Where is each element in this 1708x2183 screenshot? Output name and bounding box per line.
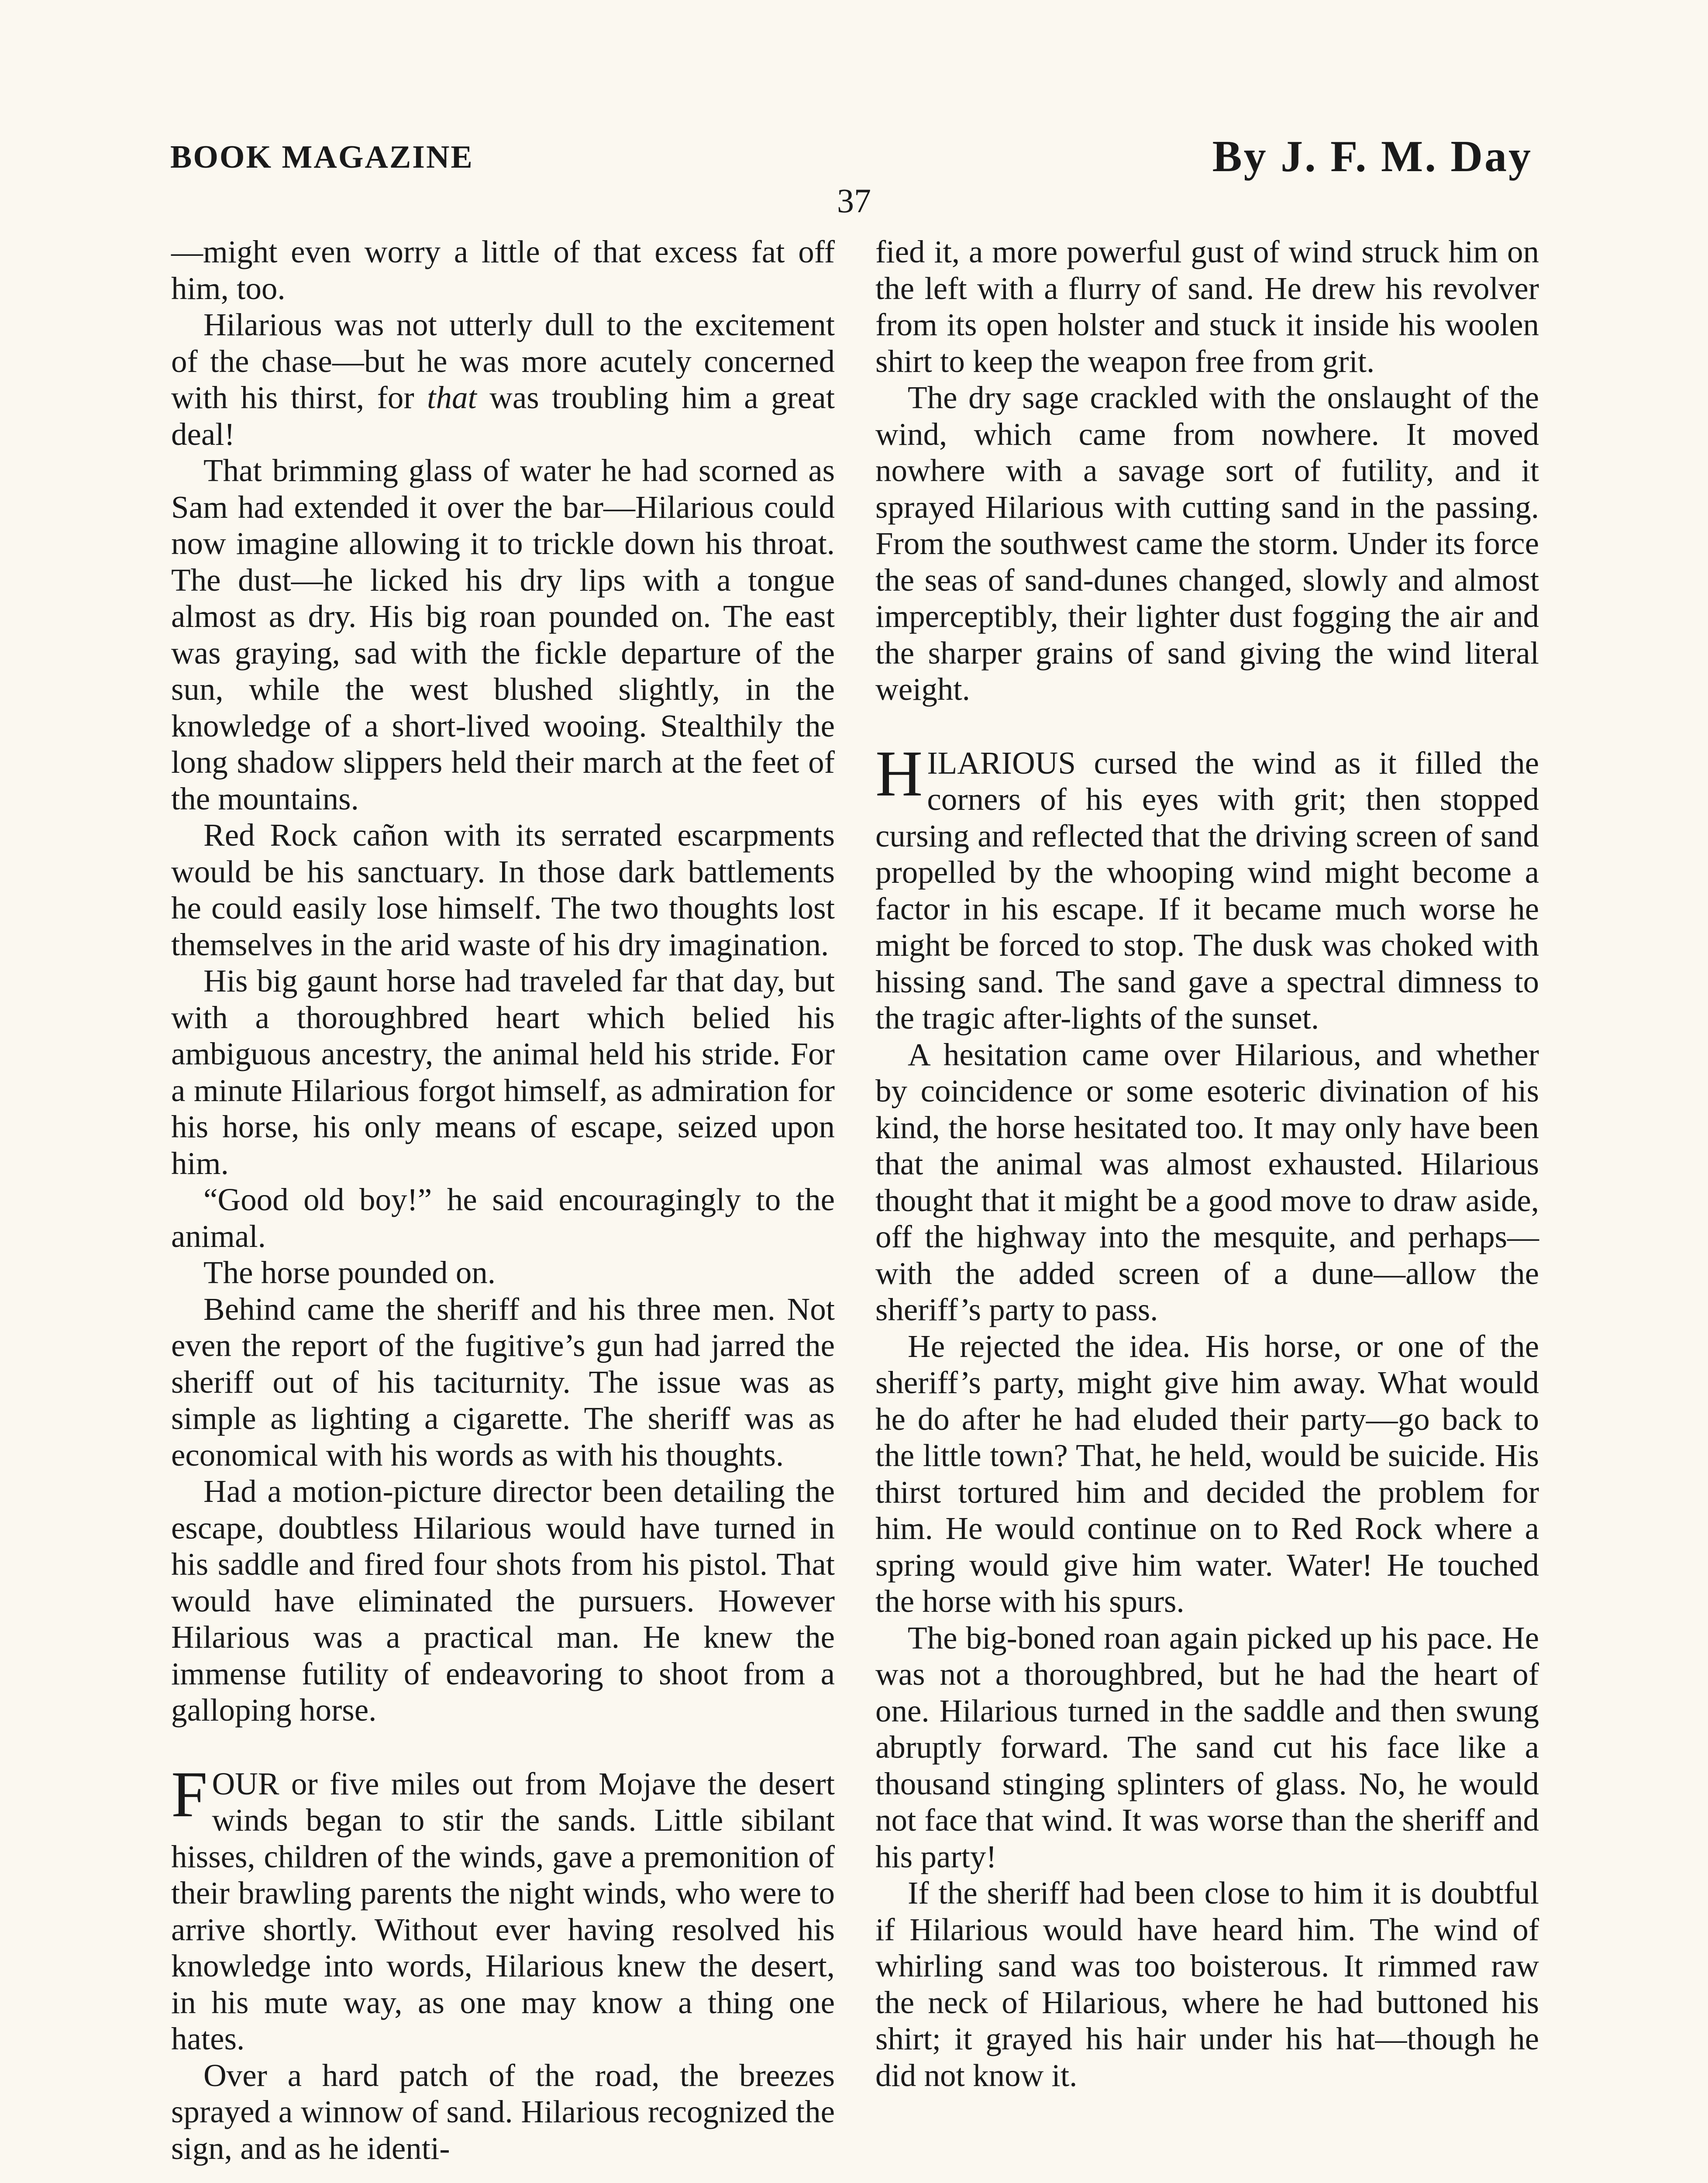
- paragraph: Had a motion-picture director been detailing the escape, doubtless Hilarious would have turned in his saddle and fired four shots from his pistol. That would have eliminated the pursuers. However Hilarious was a practical man. He knew the immense futility of endeavoring to shoot from a galloping horse.: [171, 1474, 835, 1728]
- paragraph: The horse pounded on.: [203, 1255, 496, 1290]
- emphasis-text: that: [427, 380, 477, 415]
- left-column: [171, 234, 835, 2166]
- author-byline: By J. F. M. Day: [1212, 132, 1532, 181]
- publication-title: BOOK MAGAZINE: [170, 139, 474, 175]
- paragraph: If the sheriff had been close to him it is doubtful if Hilarious would have heard him. The wind of whirling sand was too boisterous. It rimmed raw the neck of Hilarious, where he had buttoned his shirt; it grayed his hair under his hat—though he did not know it.: [875, 1875, 1539, 2093]
- paragraph: That brimming glass of water he had scorned as Sam had extended it over the bar—Hilarious could now imagine allowing it to trickle down his throat. The dust—he licked his dry lips with a tongue almost as dry. His big roan pounded on. The east was graying, sad with the fickle departure of the sun, while the west blushed slightly, in the knowledge of a short-lived wooing. Stealthily the long shadow slippers held their march at the feet of the mountains.: [171, 453, 835, 816]
- paragraph: The dry sage crackled with the onslaught of the wind, which came from nowhere. It moved nowhere with a savage sort of futility, and it sprayed Hilarious with cutting sand in the passing. From the southwest came the storm. Under its force the seas of sand-dunes changed, slowly and almost imperceptibly, their lighter dust fogging the air and the sharper grains of sand giving the wind literal weight.: [875, 380, 1539, 707]
- paragraph: He rejected the idea. His horse, or one of the sheriff’s party, might give him away. What would he do after he had eluded their party—go back to the little town? That, he held, would be suicide. His thirst tortured him and decided the problem for him. He would continue on to Red Rock where a spring would give him water. Water! He touched the horse with his spurs.: [875, 1328, 1539, 1619]
- page-number: 37: [837, 182, 871, 220]
- paragraph-text: OUR or five miles out from Mojave the desert winds began to stir the sands. Little sibilant hisses, children of the winds, gave a premonition of their brawling parents the night winds, who were to arrive shortly. Without ever having resolved his knowledge into words, Hilarious knew the desert, in his mute way, as one may know a thing one hates.: [171, 1766, 835, 2056]
- paragraph: The big-boned roan again picked up his pace. He was not a thoroughbred, but he had the heart of one. Hilarious turned in the saddle and then swung abruptly forward. The sand cut his face like a thousand stinging splinters of glass. No, he would not face that wind. It was worse than the sheriff and his party!: [875, 1620, 1539, 1874]
- paragraph-text: Hilarious was not utterly dull to the excitement of the chase—but he was more acutely concerned with his thirst, for: [171, 307, 835, 415]
- paragraph-text: was troubling him a great deal!: [171, 380, 835, 452]
- paragraph: —might even worry a little of that excess fat off him, too.: [171, 234, 835, 306]
- section-paragraph: [171, 1758, 835, 2057]
- paragraph: Behind came the sheriff and his three men. Not even the report of the fugitive’s gun had jarred the sheriff out of his taciturnity. The issue was as simple as lighting a cigarette. The sheriff was as economical with his words as with his thoughts.: [171, 1291, 835, 1473]
- paragraph: fied it, a more powerful gust of wind struck him on the left with a flurry of sand. He drew his revolver from its open holster and stuck it inside his woolen shirt to keep the weapon free from grit.: [875, 234, 1539, 379]
- paragraph: Red Rock cañon with its serrated escarpments would be his sanctuary. In those dark battlements he could easily lose himself. The two thoughts lost themselves in the arid waste of his dry imagination.: [171, 817, 835, 962]
- drop-cap: H: [875, 737, 923, 810]
- paragraph: Over a hard patch of the road, the breezes sprayed a winnow of sand. Hilarious recognized the sign, and as he identi-: [171, 2057, 835, 2166]
- drop-cap: F: [171, 1758, 208, 1831]
- paragraph: “Good old boy!” he said encouragingly to the animal.: [171, 1182, 835, 1254]
- paragraph: His big gaunt horse had traveled far that day, but with a thoroughbred heart which belied his ambiguous ancestry, the animal held his stride. For a minute Hilarious forgot himself, as admiration for his horse, his only means of escape, seized upon him.: [171, 963, 835, 1181]
- paragraph-text: ILARIOUS cursed the wind as it filled the corners of his eyes with grit; then stopped cursing and reflected that the driving screen of sand propelled by the whooping wind might become a factor in his escape. If it became much worse he might be forced to stop. The dusk was choked with hissing sand. The sand gave a spectral dimness to the tragic after-lights of the sunset.: [875, 745, 1539, 1036]
- section-paragraph: [875, 737, 1539, 1036]
- paragraph: A hesitation came over Hilarious, and whether by coincidence or some esoteric divination of his kind, the horse hesitated too. It may only have been that the animal was almost exhausted. Hilarious thought that it might be a good move to draw aside, off the highway into the mesquite, and perhaps—with the added screen of a dune—allow the sheriff’s party to pass.: [875, 1036, 1539, 1327]
- right-column: [875, 234, 1539, 2093]
- paragraph: [171, 306, 835, 452]
